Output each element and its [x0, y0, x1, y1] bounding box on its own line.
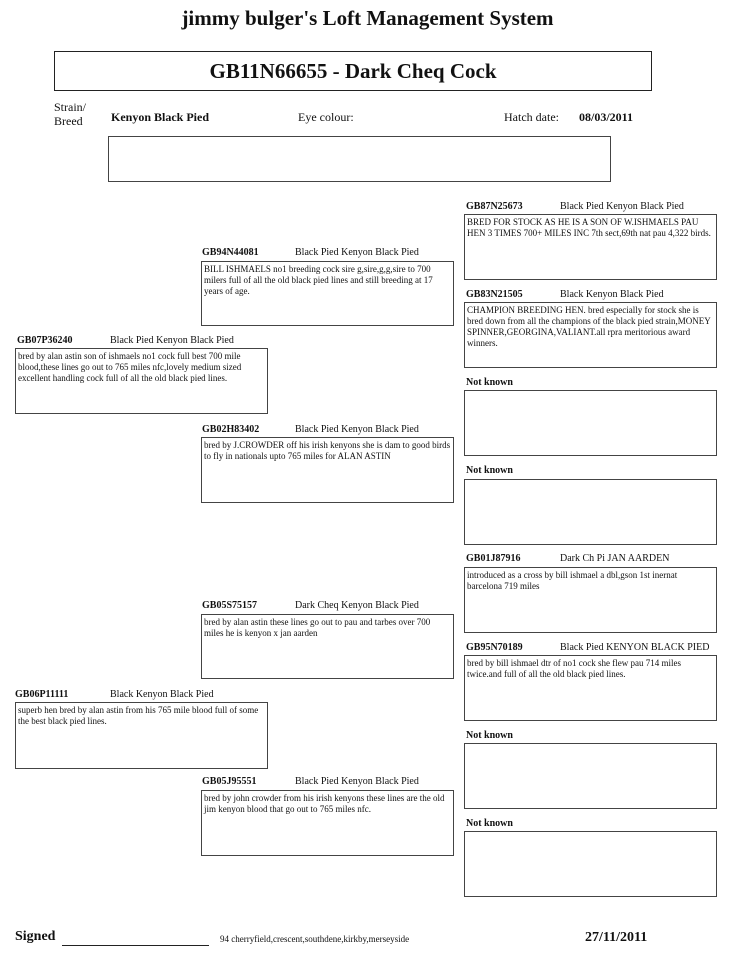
dam-ring: GB06P11111 — [15, 689, 69, 700]
dds-notes — [464, 743, 717, 809]
sire-sire-notes: BILL ISHMAELS no1 breeding cock sire g,sire,g,g,sire to 700 milers full of all the old black pied lines and still breeding at 17 years of age. — [201, 261, 454, 326]
ddd-notes — [464, 831, 717, 897]
bird-heading: GB11N66655 - Dark Cheq Cock — [209, 58, 497, 83]
dsd-ring: GB95N70189 — [466, 642, 523, 653]
sire-sire-strain: Black Pied Kenyon Black Pied — [295, 247, 419, 258]
dam-sire-notes: bred by alan astin these lines go out to pau and tarbes over 700 miles he is kenyon x jan aarden — [201, 614, 454, 679]
bird-notes-box — [108, 136, 611, 182]
hatch-date-value: 08/03/2011 — [579, 110, 634, 124]
sdd-ring: Not known — [466, 465, 513, 476]
dam-strain: Black Kenyon Black Pied — [110, 689, 214, 700]
dam-notes: superb hen bred by alan astin from his 765 mile blood full of some the best black pied lines. — [15, 702, 268, 769]
dds-ring: Not known — [466, 730, 513, 741]
sds-notes — [464, 390, 717, 456]
dsd-notes: bred by bill ishmael dtr of no1 cock she flew pau 714 miles twice.and full of all the old black pied lines. — [464, 655, 717, 721]
strain-label-line2: Breed — [54, 114, 83, 128]
print-date: 27/11/2011 — [585, 930, 648, 945]
dam-dam-strain: Black Pied Kenyon Black Pied — [295, 776, 419, 787]
dam-sire-strain: Dark Cheq Kenyon Black Pied — [295, 600, 419, 611]
dam-dam-notes: bred by john crowder from his irish kenyons these lines are the old jim kenyon blood that go out to 765 miles nfc. — [201, 790, 454, 856]
strain-label — [54, 100, 86, 128]
sds-ring: Not known — [466, 377, 513, 388]
strain-label-line1: Strain/ — [54, 100, 86, 114]
dss-ring: GB01J87916 — [466, 553, 521, 564]
ddd-ring: Not known — [466, 818, 513, 829]
hatch-date-label: Hatch date: — [504, 110, 559, 124]
sire-notes: bred by alan astin son of ishmaels no1 cock full best 700 mile blood,these lines go out to 765 miles nfc,lovely medium sized excellent handling cock full of all the old black pied lines. — [15, 348, 268, 414]
bird-heading-box — [54, 51, 652, 91]
sss-strain: Black Pied Kenyon Black Pied — [560, 201, 684, 212]
sss-ring: GB87N25673 — [466, 201, 523, 212]
signature-line — [62, 945, 209, 946]
eye-colour-label: Eye colour: — [298, 110, 354, 124]
sire-ring: GB07P36240 — [17, 335, 73, 346]
ssd-ring: GB83N21505 — [466, 289, 523, 300]
dss-notes: introduced as a cross by bill ishmael a dbl,gson 1st inernat barcelona 719 miles — [464, 567, 717, 633]
ssd-notes: CHAMPION BREEDING HEN. bred especially for stock she is bred down from all the champions of the black pied strain,MONEY SPINNER,GEORGINA,VALIANT.all rpra meritorious award winners. — [464, 302, 717, 368]
ssd-strain: Black Kenyon Black Pied — [560, 289, 664, 300]
dss-strain: Dark Ch Pi JAN AARDEN — [560, 553, 670, 564]
dam-dam-ring: GB05J95551 — [202, 776, 257, 787]
sire-sire-ring: GB94N44081 — [202, 247, 259, 258]
dsd-strain: Black Pied KENYON BLACK PIED — [560, 642, 710, 653]
page-title: jimmy bulger's Loft Management System — [181, 6, 554, 30]
sss-notes: BRED FOR STOCK AS HE IS A SON OF W.ISHMAELS PAU HEN 3 TIMES 700+ MILES INC 7th sect,69th nat pau 4,322 birds. — [464, 214, 717, 280]
sire-dam-notes: bred by J.CROWDER off his irish kenyons she is dam to good birds to fly in nationals upto 765 miles for ALAN ASTIN — [201, 437, 454, 503]
sdd-notes — [464, 479, 717, 545]
sire-strain: Black Pied Kenyon Black Pied — [110, 335, 234, 346]
strain-value: Kenyon Black Pied — [111, 110, 210, 124]
address: 94 cherryfield,crescent,southdene,kirkby,merseyside — [220, 934, 410, 944]
dam-sire-ring: GB05S75157 — [202, 600, 258, 611]
sire-dam-ring: GB02H83402 — [202, 424, 260, 435]
signed-label: Signed — [15, 929, 56, 944]
sire-dam-strain: Black Pied Kenyon Black Pied — [295, 424, 419, 435]
